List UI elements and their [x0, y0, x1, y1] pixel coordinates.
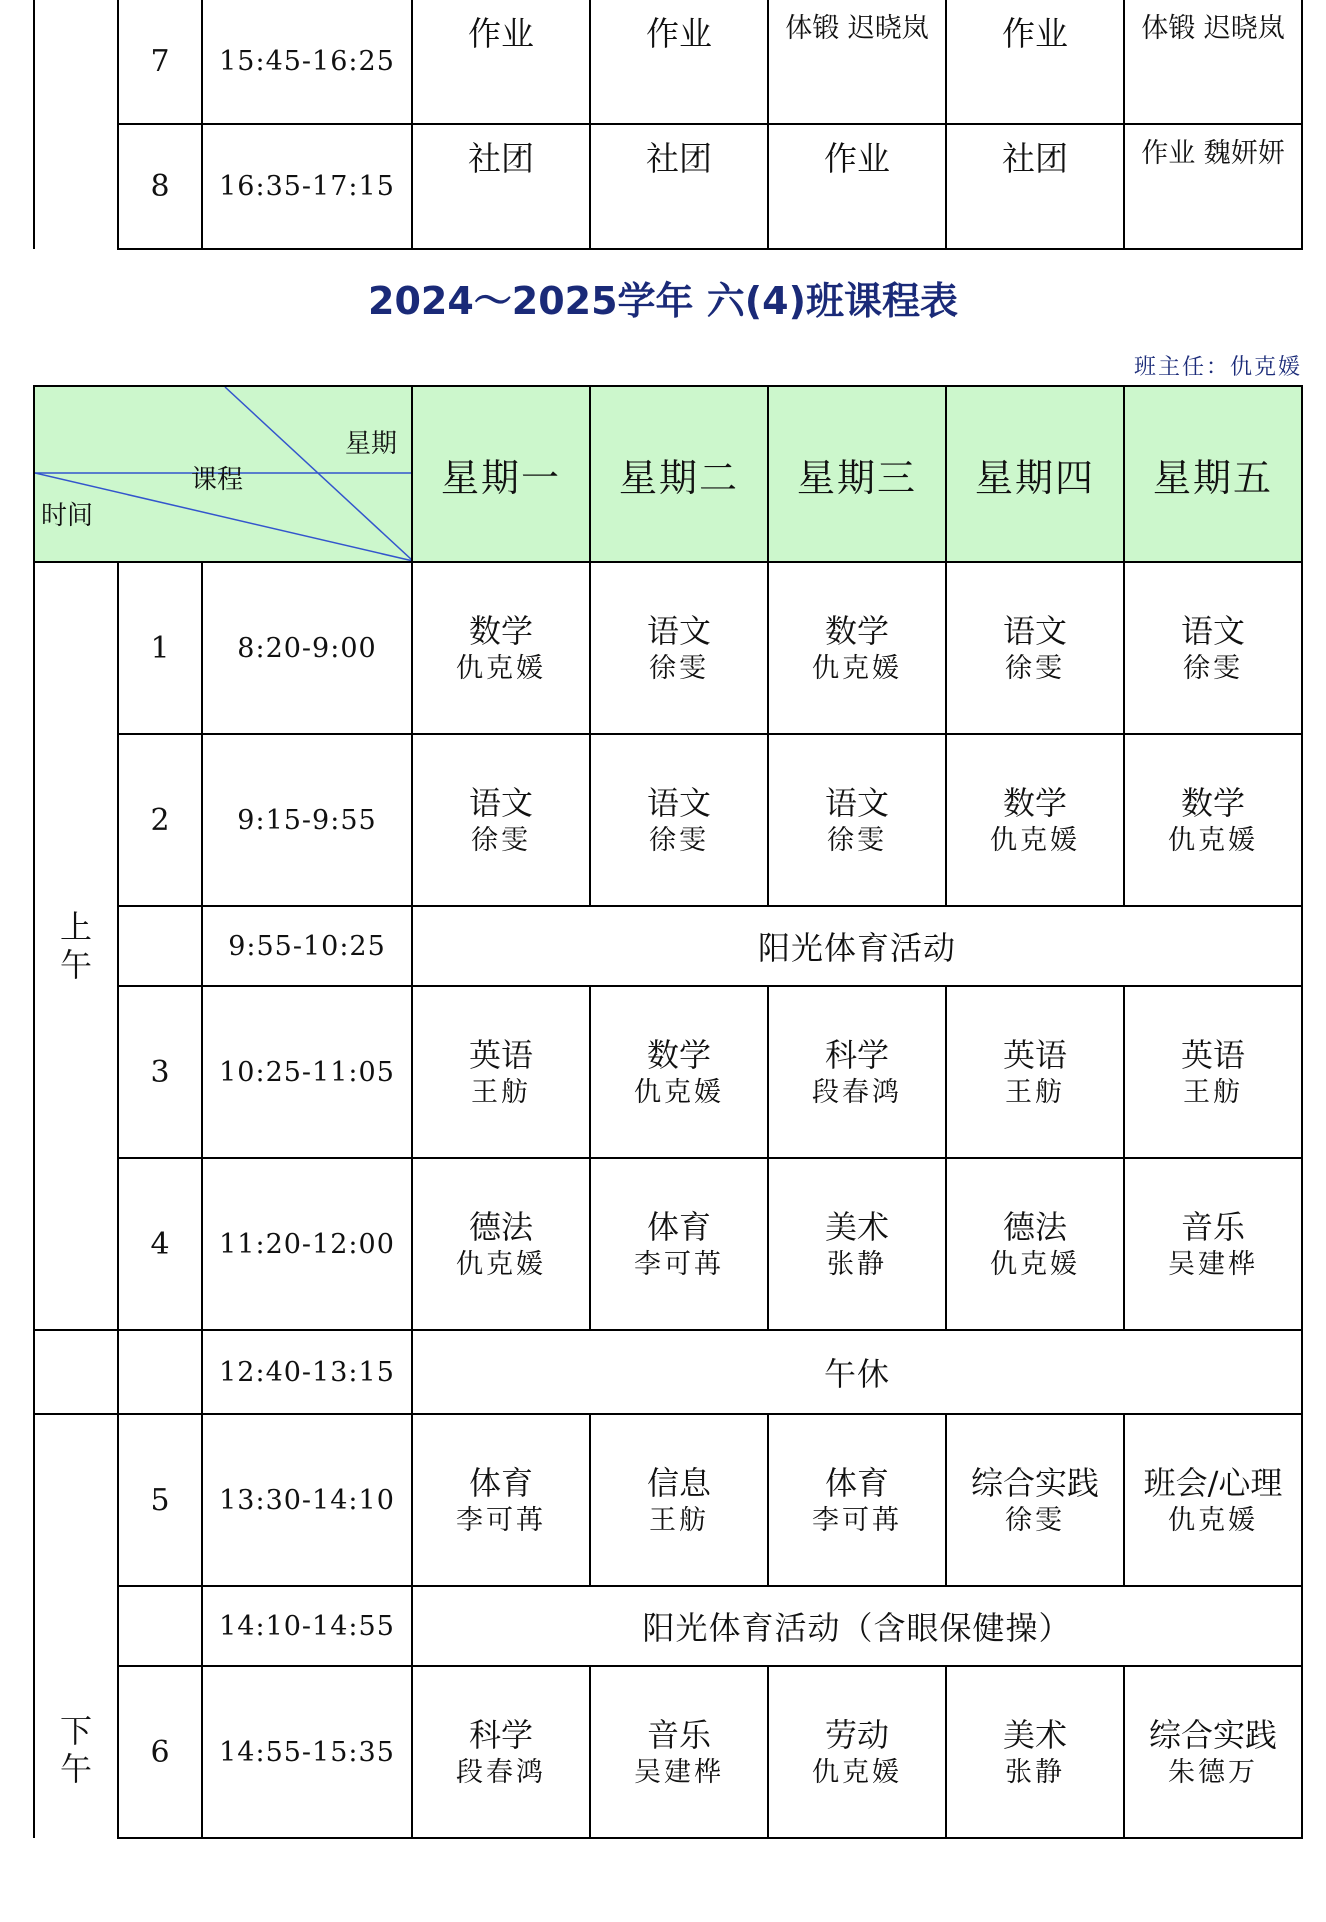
header-row — [34, 386, 1302, 562]
teacher: 王舫 — [1183, 1077, 1243, 1108]
course-cell — [768, 1158, 946, 1330]
course-cell — [768, 1666, 946, 1838]
table-row — [34, 734, 1302, 906]
period-number — [118, 1586, 202, 1666]
afternoon-section-cell — [34, 1414, 118, 1838]
course-cell — [412, 1158, 590, 1330]
subject: 体育 — [468, 1464, 533, 1502]
subject: 数学 — [1180, 784, 1245, 822]
course-cell — [768, 562, 946, 734]
homeroom-label: 班主任： — [1133, 355, 1230, 380]
day-header-tuesday: 星期二 — [590, 386, 768, 562]
subject: 美术 — [824, 1208, 889, 1246]
course-cell — [1124, 1666, 1302, 1838]
subject: 科学 — [468, 1716, 533, 1754]
subject: 语文 — [468, 784, 533, 822]
course-cell — [1124, 562, 1302, 734]
period-number: 7 — [118, 0, 202, 124]
teacher: 吴建桦 — [1168, 1249, 1258, 1280]
period-number: 5 — [118, 1414, 202, 1586]
homeroom-teacher — [1134, 350, 1302, 381]
teacher: 李可苒 — [634, 1249, 724, 1280]
subject: 语文 — [824, 784, 889, 822]
course-cell — [1124, 734, 1302, 906]
course-cell: 社团 — [412, 124, 590, 249]
subject: 体育 — [646, 1208, 711, 1246]
course-label: 课程 — [191, 465, 244, 495]
teacher: 徐雯 — [649, 653, 709, 684]
day-header-monday: 星期一 — [412, 386, 590, 562]
subject: 音乐 — [1180, 1208, 1245, 1246]
period-time: 14:55-15:35 — [202, 1666, 412, 1838]
table-row — [34, 0, 1302, 124]
course-cell — [1124, 1414, 1302, 1586]
teacher: 仇克媛 — [456, 653, 546, 684]
break-time: 9:55-10:25 — [202, 906, 412, 986]
teacher: 徐雯 — [649, 825, 709, 856]
break-row — [34, 1330, 1302, 1414]
teacher: 段春鸿 — [456, 1757, 546, 1788]
teacher: 王舫 — [649, 1505, 709, 1536]
course-cell — [590, 1158, 768, 1330]
teacher: 张静 — [1005, 1757, 1065, 1788]
previous-schedule-fragment — [33, 0, 1303, 250]
period-time: 11:20-12:00 — [202, 1158, 412, 1330]
table-row — [34, 1666, 1302, 1838]
subject: 语文 — [646, 784, 711, 822]
course-cell — [946, 986, 1124, 1158]
corner-header-cell — [34, 386, 412, 562]
table-row — [34, 986, 1302, 1158]
period-time: 13:30-14:10 — [202, 1414, 412, 1586]
period-time: 10:25-11:05 — [202, 986, 412, 1158]
course-cell: 作业 — [768, 124, 946, 249]
subject: 音乐 — [646, 1716, 711, 1754]
course-cell: 作业 — [946, 0, 1124, 124]
subject: 英语 — [1002, 1036, 1067, 1074]
morning-section-cell — [34, 562, 118, 1330]
subject: 语文 — [1180, 612, 1245, 650]
course-cell — [412, 986, 590, 1158]
day-header-thursday: 星期四 — [946, 386, 1124, 562]
subject: 语文 — [646, 612, 711, 650]
morning-label: 上午 — [59, 908, 92, 984]
course-cell — [412, 1666, 590, 1838]
teacher: 仇克媛 — [456, 1249, 546, 1280]
course-cell — [946, 1666, 1124, 1838]
subject: 劳动 — [824, 1716, 889, 1754]
course-cell — [412, 562, 590, 734]
course-cell — [768, 986, 946, 1158]
section-cell — [34, 1330, 118, 1414]
period-number: 6 — [118, 1666, 202, 1838]
break-activity: 阳光体育活动（含眼保健操） — [412, 1586, 1302, 1666]
teacher: 吴建桦 — [634, 1757, 724, 1788]
teacher: 李可苒 — [812, 1505, 902, 1536]
teacher: 张静 — [827, 1249, 887, 1280]
subject: 综合实践 — [1148, 1716, 1277, 1754]
afternoon-label: 下午 — [59, 1712, 92, 1788]
teacher: 仇克媛 — [990, 825, 1080, 856]
teacher: 徐雯 — [471, 825, 531, 856]
teacher: 朱德万 — [1168, 1757, 1258, 1788]
subject: 数学 — [646, 1036, 711, 1074]
schedule-title: 2024～2025学年 六(4)班课程表 — [368, 279, 958, 323]
table-row — [34, 562, 1302, 734]
course-cell — [590, 562, 768, 734]
day-header-friday: 星期五 — [1124, 386, 1302, 562]
period-number: 4 — [118, 1158, 202, 1330]
subject: 德法 — [1002, 1208, 1067, 1246]
subject: 数学 — [824, 612, 889, 650]
subject: 数学 — [1002, 784, 1067, 822]
course-cell — [946, 562, 1124, 734]
homeroom-name: 仇克媛 — [1229, 355, 1302, 380]
teacher: 仇克媛 — [812, 653, 902, 684]
course-cell — [590, 986, 768, 1158]
table-row — [34, 124, 1302, 249]
course-cell — [946, 734, 1124, 906]
course-cell: 作业 — [590, 0, 768, 124]
course-cell: 体锻 迟晓岚 — [1124, 0, 1302, 124]
subject: 美术 — [1002, 1716, 1067, 1754]
period-number: 3 — [118, 986, 202, 1158]
break-time: 12:40-13:15 — [202, 1330, 412, 1414]
teacher: 王舫 — [471, 1077, 531, 1108]
period-time: 8:20-9:00 — [202, 562, 412, 734]
course-cell — [590, 1414, 768, 1586]
break-time: 14:10-14:55 — [202, 1586, 412, 1666]
break-activity: 午休 — [412, 1330, 1302, 1414]
period-number: 8 — [118, 124, 202, 249]
course-cell — [590, 734, 768, 906]
teacher: 徐雯 — [1183, 653, 1243, 684]
teacher: 王舫 — [1005, 1077, 1065, 1108]
course-cell — [590, 1666, 768, 1838]
course-cell: 作业 魏妍妍 — [1124, 124, 1302, 249]
break-activity: 阳光体育活动 — [412, 906, 1302, 986]
course-cell: 体锻 迟晓岚 — [768, 0, 946, 124]
teacher: 徐雯 — [827, 825, 887, 856]
table-row — [34, 1158, 1302, 1330]
period-number — [118, 906, 202, 986]
break-row — [34, 906, 1302, 986]
subject: 德法 — [468, 1208, 533, 1246]
teacher: 徐雯 — [1005, 1505, 1065, 1536]
period-number — [118, 1330, 202, 1414]
teacher: 李可苒 — [456, 1505, 546, 1536]
break-row — [34, 1586, 1302, 1666]
course-cell — [412, 1414, 590, 1586]
course-cell: 社团 — [590, 124, 768, 249]
week-label: 星期 — [344, 429, 397, 459]
subject: 英语 — [1180, 1036, 1245, 1074]
time-label: 时间 — [41, 501, 94, 531]
teacher: 仇克媛 — [634, 1077, 724, 1108]
subject: 科学 — [824, 1036, 889, 1074]
class-schedule-table — [33, 385, 1303, 1839]
course-cell — [1124, 986, 1302, 1158]
period-number: 1 — [118, 562, 202, 734]
subject: 语文 — [1002, 612, 1067, 650]
table-row — [34, 1414, 1302, 1586]
day-header-wednesday: 星期三 — [768, 386, 946, 562]
period-time: 15:45-16:25 — [202, 0, 412, 124]
period-number: 2 — [118, 734, 202, 906]
period-time: 9:15-9:55 — [202, 734, 412, 906]
period-time: 16:35-17:15 — [202, 124, 412, 249]
course-cell — [768, 734, 946, 906]
course-cell — [1124, 1158, 1302, 1330]
subject: 班会/心理 — [1143, 1464, 1283, 1502]
subject: 数学 — [468, 612, 533, 650]
subject: 综合实践 — [970, 1464, 1099, 1502]
course-cell: 社团 — [946, 124, 1124, 249]
subject: 信息 — [646, 1464, 711, 1502]
course-cell — [946, 1158, 1124, 1330]
teacher: 段春鸿 — [812, 1077, 902, 1108]
teacher: 仇克媛 — [990, 1249, 1080, 1280]
course-cell — [412, 734, 590, 906]
subject: 英语 — [468, 1036, 533, 1074]
course-cell: 作业 — [412, 0, 590, 124]
section-cell — [34, 0, 118, 249]
subject: 体育 — [824, 1464, 889, 1502]
course-cell — [946, 1414, 1124, 1586]
teacher: 仇克媛 — [1168, 825, 1258, 856]
teacher: 仇克媛 — [812, 1757, 902, 1788]
course-cell — [768, 1414, 946, 1586]
teacher: 仇克媛 — [1168, 1505, 1258, 1536]
teacher: 徐雯 — [1005, 653, 1065, 684]
